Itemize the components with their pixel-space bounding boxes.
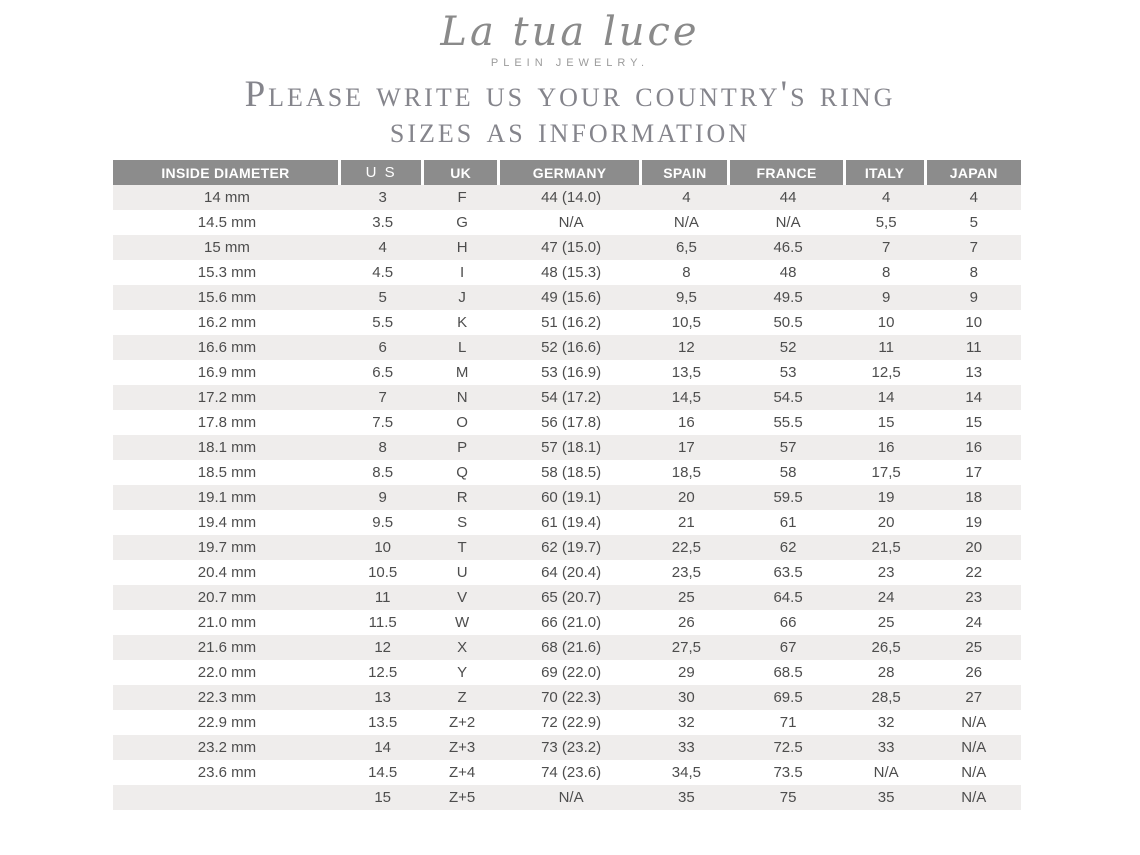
table-cell-germany: 49 (15.6) [541, 289, 602, 306]
table-cell-france: 44 [779, 189, 797, 206]
table-row [113, 435, 1021, 460]
table-cell-germany: 72 (22.9) [541, 714, 602, 731]
table-cell-france: 46.5 [773, 239, 803, 256]
table-row [113, 560, 1021, 585]
table-cell-spain: 21 [678, 514, 695, 531]
table-cell-italy: 8 [881, 264, 891, 281]
table-cell-spain: 27,5 [671, 639, 701, 656]
table-cell-italy: 25 [877, 614, 895, 631]
table-cell-spain: 16 [678, 414, 695, 431]
table-cell-spain: 12 [678, 339, 695, 356]
table-row [113, 585, 1021, 610]
table-cell-uk: Z+3 [449, 739, 476, 756]
table-cell-japan: 11 [965, 339, 982, 356]
table-cell-italy: 9 [881, 289, 891, 306]
column-header-japan: JAPAN [927, 160, 1021, 185]
table-body [113, 185, 1021, 810]
table-cell-germany: 56 (17.8) [541, 414, 602, 431]
table-cell-spain: 6,5 [675, 239, 697, 256]
table-cell-germany: 65 (20.7) [541, 589, 602, 606]
table-row [113, 510, 1021, 535]
table-cell-germany: 68 (21.6) [541, 639, 602, 656]
table-cell-germany: 69 (22.0) [541, 664, 602, 681]
table-cell-japan: 25 [965, 639, 983, 656]
table-cell-spain: 13,5 [671, 364, 701, 381]
table-cell-france: N/A [775, 214, 801, 231]
table-row [113, 410, 1021, 435]
table-cell-italy: 28,5 [871, 689, 901, 706]
table-cell-us: 15 [374, 789, 392, 806]
table-cell-italy: 32 [877, 714, 895, 731]
table-cell-japan: 18 [965, 489, 983, 506]
column-header-germany: GERMANY [500, 160, 643, 185]
table-cell-france: 68.5 [773, 664, 803, 681]
table-cell-uk: U [456, 564, 468, 581]
table-cell-italy: 15 [877, 414, 895, 431]
table-cell-italy: 16 [877, 439, 895, 456]
table-cell-italy: 19 [877, 489, 895, 506]
table-cell-inside-diameter: 18.5 mm [197, 464, 257, 481]
table-row [113, 785, 1021, 810]
page-title [0, 74, 1140, 151]
table-cell-france: 69.5 [773, 689, 803, 706]
table-cell-germany: 53 (16.9) [541, 364, 602, 381]
table-cell-us: 13.5 [368, 714, 398, 731]
table-cell-italy: 10 [877, 314, 895, 331]
table-cell-italy: 11 [878, 339, 894, 356]
table-cell-italy: 4 [881, 189, 891, 206]
ring-size-table [113, 160, 1021, 810]
table-cell-uk: Z+2 [449, 714, 476, 731]
table-cell-uk: Z+4 [449, 764, 476, 781]
table-cell-inside-diameter: 20.4 mm [197, 564, 257, 581]
table-cell-uk: L [457, 339, 467, 356]
table-cell-france: 61 [779, 514, 797, 531]
table-cell-us: 5.5 [372, 314, 394, 331]
table-cell-us: 12 [374, 639, 392, 656]
brand-tagline: PLEIN JEWELRY. [490, 57, 650, 69]
column-header-inside-diameter: INSIDE DIAMETER [113, 160, 341, 185]
table-header-row [113, 160, 1021, 185]
table-cell-italy: 14 [877, 389, 895, 406]
column-header-spain: SPAIN [642, 160, 730, 185]
table-cell-uk: K [457, 314, 468, 331]
table-cell-uk: J [458, 289, 466, 306]
table-cell-us: 9.5 [372, 514, 394, 531]
table-cell-uk: N [456, 389, 468, 406]
table-row [113, 335, 1021, 360]
table-cell-inside-diameter: 17.2 mm [197, 389, 257, 406]
table-cell-germany: 66 (21.0) [541, 614, 602, 631]
table-header [113, 160, 1021, 185]
table-cell-inside-diameter: 16.2 mm [197, 314, 257, 331]
table-cell-japan: 5 [969, 214, 978, 231]
table-cell-uk: I [460, 264, 465, 281]
table-cell-germany: 44 (14.0) [541, 189, 602, 206]
table-cell-inside-diameter: 19.7 mm [197, 539, 257, 556]
table-cell-spain: 4 [682, 189, 691, 206]
table-cell-uk: R [456, 489, 468, 506]
table-cell-germany: 61 (19.4) [541, 514, 602, 531]
table-cell-germany: 70 (22.3) [541, 689, 602, 706]
table-cell-uk: M [455, 364, 469, 381]
table-row [113, 260, 1021, 285]
table-cell-japan: 9 [969, 289, 978, 306]
table-cell-germany: 51 (16.2) [541, 314, 602, 331]
table-cell-uk: Q [456, 464, 468, 481]
table-cell-us: 8.5 [372, 464, 394, 481]
table-cell-inside-diameter: 19.4 mm [197, 514, 257, 531]
table-cell-germany: 52 (16.6) [541, 339, 602, 356]
table-cell-us: 11 [374, 589, 391, 606]
table-cell-germany: N/A [558, 789, 584, 806]
column-header-uk: UK [424, 160, 499, 185]
brand-header [0, 0, 1140, 69]
table-cell-spain: 33 [678, 739, 695, 756]
table-cell-france: 53 [779, 364, 797, 381]
table-cell-japan: 4 [969, 189, 978, 206]
table-cell-germany: 57 (18.1) [541, 439, 602, 456]
table-cell-spain: 23,5 [671, 564, 701, 581]
table-row [113, 735, 1021, 760]
table-cell-inside-diameter: 21.0 mm [197, 614, 257, 631]
table-cell-us: 6.5 [372, 364, 394, 381]
table-cell-us: 10 [374, 539, 392, 556]
table-cell-spain: 30 [678, 689, 695, 706]
table-cell-italy: 35 [877, 789, 895, 806]
table-row [113, 385, 1021, 410]
table-cell-inside-diameter: 15 mm [204, 239, 250, 256]
table-row [113, 185, 1021, 210]
table-cell-spain: 22,5 [671, 539, 701, 556]
table-cell-france: 58 [779, 464, 797, 481]
table-row [113, 660, 1021, 685]
table-row [113, 635, 1021, 660]
table-cell-japan: 19 [965, 514, 983, 531]
table-cell-us: 4.5 [372, 264, 394, 281]
table-cell-inside-diameter: 22.3 mm [197, 689, 257, 706]
table-cell-italy: 21,5 [871, 539, 901, 556]
table-cell-us: 3 [378, 189, 387, 206]
table-cell-spain: 26 [678, 614, 695, 631]
table-cell-inside-diameter: 23.2 mm [197, 739, 257, 756]
table-cell-uk: P [457, 439, 468, 456]
table-cell-germany: 48 (15.3) [541, 264, 602, 281]
table-cell-france: 48 [779, 264, 797, 281]
table-cell-inside-diameter [113, 785, 341, 810]
table-cell-france: 66 [779, 614, 797, 631]
table-cell-inside-diameter: 14 mm [204, 189, 250, 206]
table-cell-japan: N/A [961, 764, 987, 781]
table-cell-spain: 35 [678, 789, 695, 806]
table-cell-inside-diameter: 15.3 mm [197, 264, 257, 281]
table-row [113, 760, 1021, 785]
table-cell-france: 67 [779, 639, 797, 656]
table-cell-france: 71 [779, 714, 797, 731]
table-cell-italy: 12,5 [871, 364, 901, 381]
table-cell-italy: 23 [877, 564, 895, 581]
table-cell-uk: Y [457, 664, 468, 681]
table-cell-italy: 17,5 [871, 464, 901, 481]
column-header-us: U S [341, 160, 425, 185]
column-header-france: FRANCE [730, 160, 845, 185]
table-cell-japan: 26 [965, 664, 983, 681]
page-title-line1: Please write us your country's ring [244, 74, 896, 115]
table-cell-spain: N/A [673, 214, 699, 231]
table-cell-us: 6 [378, 339, 387, 356]
table-cell-italy: 26,5 [871, 639, 901, 656]
table-cell-uk: S [457, 514, 468, 531]
table-row [113, 485, 1021, 510]
table-cell-italy: N/A [873, 764, 899, 781]
table-cell-inside-diameter: 20.7 mm [197, 589, 257, 606]
table-cell-us: 5 [378, 289, 387, 306]
table-cell-inside-diameter: 16.9 mm [197, 364, 257, 381]
table-row [113, 360, 1021, 385]
table-cell-uk: T [457, 539, 467, 556]
table-cell-us: 13 [374, 689, 392, 706]
table-cell-france: 52 [779, 339, 797, 356]
column-header-italy: ITALY [846, 160, 927, 185]
table-cell-inside-diameter: 22.0 mm [197, 664, 257, 681]
table-cell-spain: 34,5 [671, 764, 701, 781]
table-cell-spain: 25 [678, 589, 695, 606]
table-cell-japan: N/A [961, 789, 987, 806]
table-cell-italy: 33 [877, 739, 895, 756]
table-cell-japan: 23 [965, 589, 983, 606]
table-cell-japan: N/A [961, 714, 987, 731]
brand-logo: La tua luce [440, 9, 700, 55]
table-cell-uk: F [457, 189, 467, 206]
table-cell-spain: 17 [678, 439, 695, 456]
table-cell-japan: 15 [965, 414, 983, 431]
table-cell-us: 14.5 [368, 764, 398, 781]
table-row [113, 285, 1021, 310]
table-row [113, 610, 1021, 635]
table-cell-france: 75 [779, 789, 797, 806]
table-cell-spain: 9,5 [675, 289, 697, 306]
table-cell-spain: 14,5 [671, 389, 701, 406]
table-cell-japan: N/A [961, 739, 987, 756]
table-cell-germany: 74 (23.6) [541, 764, 602, 781]
table-cell-spain: 20 [678, 489, 695, 506]
table-cell-germany: 47 (15.0) [541, 239, 602, 256]
table-cell-italy: 28 [877, 664, 895, 681]
table-cell-france: 63.5 [773, 564, 803, 581]
table-cell-us: 8 [378, 439, 387, 456]
table-cell-japan: 13 [965, 364, 983, 381]
table-cell-us: 7 [378, 389, 387, 406]
table-cell-uk: V [457, 589, 468, 606]
table-cell-france: 49.5 [773, 289, 803, 306]
table-cell-inside-diameter: 21.6 mm [197, 639, 257, 656]
table-cell-us: 9 [378, 489, 387, 506]
table-cell-france: 64.5 [773, 589, 803, 606]
table-cell-us: 14 [374, 739, 392, 756]
table-cell-france: 54.5 [773, 389, 803, 406]
table-cell-us: 3.5 [372, 214, 394, 231]
table-cell-japan: 16 [965, 439, 983, 456]
table-row [113, 310, 1021, 335]
table-cell-italy: 7 [881, 239, 891, 256]
table-cell-us: 11.5 [368, 614, 397, 631]
table-cell-japan: 20 [965, 539, 983, 556]
table-cell-france: 62 [779, 539, 797, 556]
table-cell-germany: 54 (17.2) [541, 389, 602, 406]
table-cell-spain: 18,5 [671, 464, 701, 481]
table-row [113, 535, 1021, 560]
table-cell-japan: 10 [965, 314, 983, 331]
table-cell-japan: 27 [965, 689, 983, 706]
table-row [113, 460, 1021, 485]
table-cell-japan: 7 [969, 239, 978, 256]
table-cell-inside-diameter: 18.1 mm [197, 439, 257, 456]
table-cell-inside-diameter: 17.8 mm [197, 414, 257, 431]
table-cell-uk: G [456, 214, 468, 231]
table-cell-japan: 8 [969, 264, 978, 281]
table-cell-inside-diameter: 15.6 mm [197, 289, 257, 306]
table-cell-japan: 14 [965, 389, 983, 406]
page-title-line2: sizes as information [389, 110, 751, 151]
table-cell-us: 7.5 [372, 414, 394, 431]
table-row [113, 210, 1021, 235]
table-cell-inside-diameter: 22.9 mm [197, 714, 257, 731]
table-cell-germany: 64 (20.4) [541, 564, 602, 581]
table-cell-germany: 60 (19.1) [541, 489, 602, 506]
table-cell-japan: 17 [965, 464, 983, 481]
table-cell-france: 57 [779, 439, 797, 456]
table-cell-inside-diameter: 16.6 mm [197, 339, 257, 356]
table-cell-japan: 24 [965, 614, 983, 631]
table-cell-italy: 5,5 [875, 214, 897, 231]
table-cell-uk: H [456, 239, 468, 256]
table-cell-uk: Z [457, 689, 467, 706]
table-cell-uk: W [455, 614, 470, 631]
table-row [113, 235, 1021, 260]
table-cell-us: 12.5 [368, 664, 398, 681]
table-cell-spain: 32 [678, 714, 695, 731]
table-row [113, 710, 1021, 735]
table-cell-france: 50.5 [773, 314, 803, 331]
table-cell-italy: 24 [877, 589, 895, 606]
table-row [113, 685, 1021, 710]
table-cell-germany: 58 (18.5) [541, 464, 602, 481]
table-cell-inside-diameter: 23.6 mm [197, 764, 257, 781]
table-cell-france: 59.5 [773, 489, 803, 506]
table-cell-germany: N/A [558, 214, 584, 231]
table-cell-spain: 29 [678, 664, 695, 681]
table-cell-spain: 8 [682, 264, 691, 281]
table-cell-us: 4 [378, 239, 387, 256]
table-cell-uk: O [456, 414, 468, 431]
table-cell-us: 10.5 [368, 564, 398, 581]
table-cell-japan: 22 [965, 564, 983, 581]
table-cell-germany: 73 (23.2) [541, 739, 602, 756]
table-cell-spain: 10,5 [671, 314, 701, 331]
table-cell-germany: 62 (19.7) [541, 539, 602, 556]
table-cell-inside-diameter: 14.5 mm [197, 214, 257, 231]
table-cell-france: 55.5 [773, 414, 803, 431]
table-cell-france: 73.5 [773, 764, 803, 781]
table-cell-inside-diameter: 19.1 mm [197, 489, 257, 506]
table-cell-france: 72.5 [773, 739, 803, 756]
table-cell-italy: 20 [877, 514, 895, 531]
table-cell-uk: Z+5 [449, 789, 476, 806]
table-cell-uk: X [457, 639, 468, 656]
